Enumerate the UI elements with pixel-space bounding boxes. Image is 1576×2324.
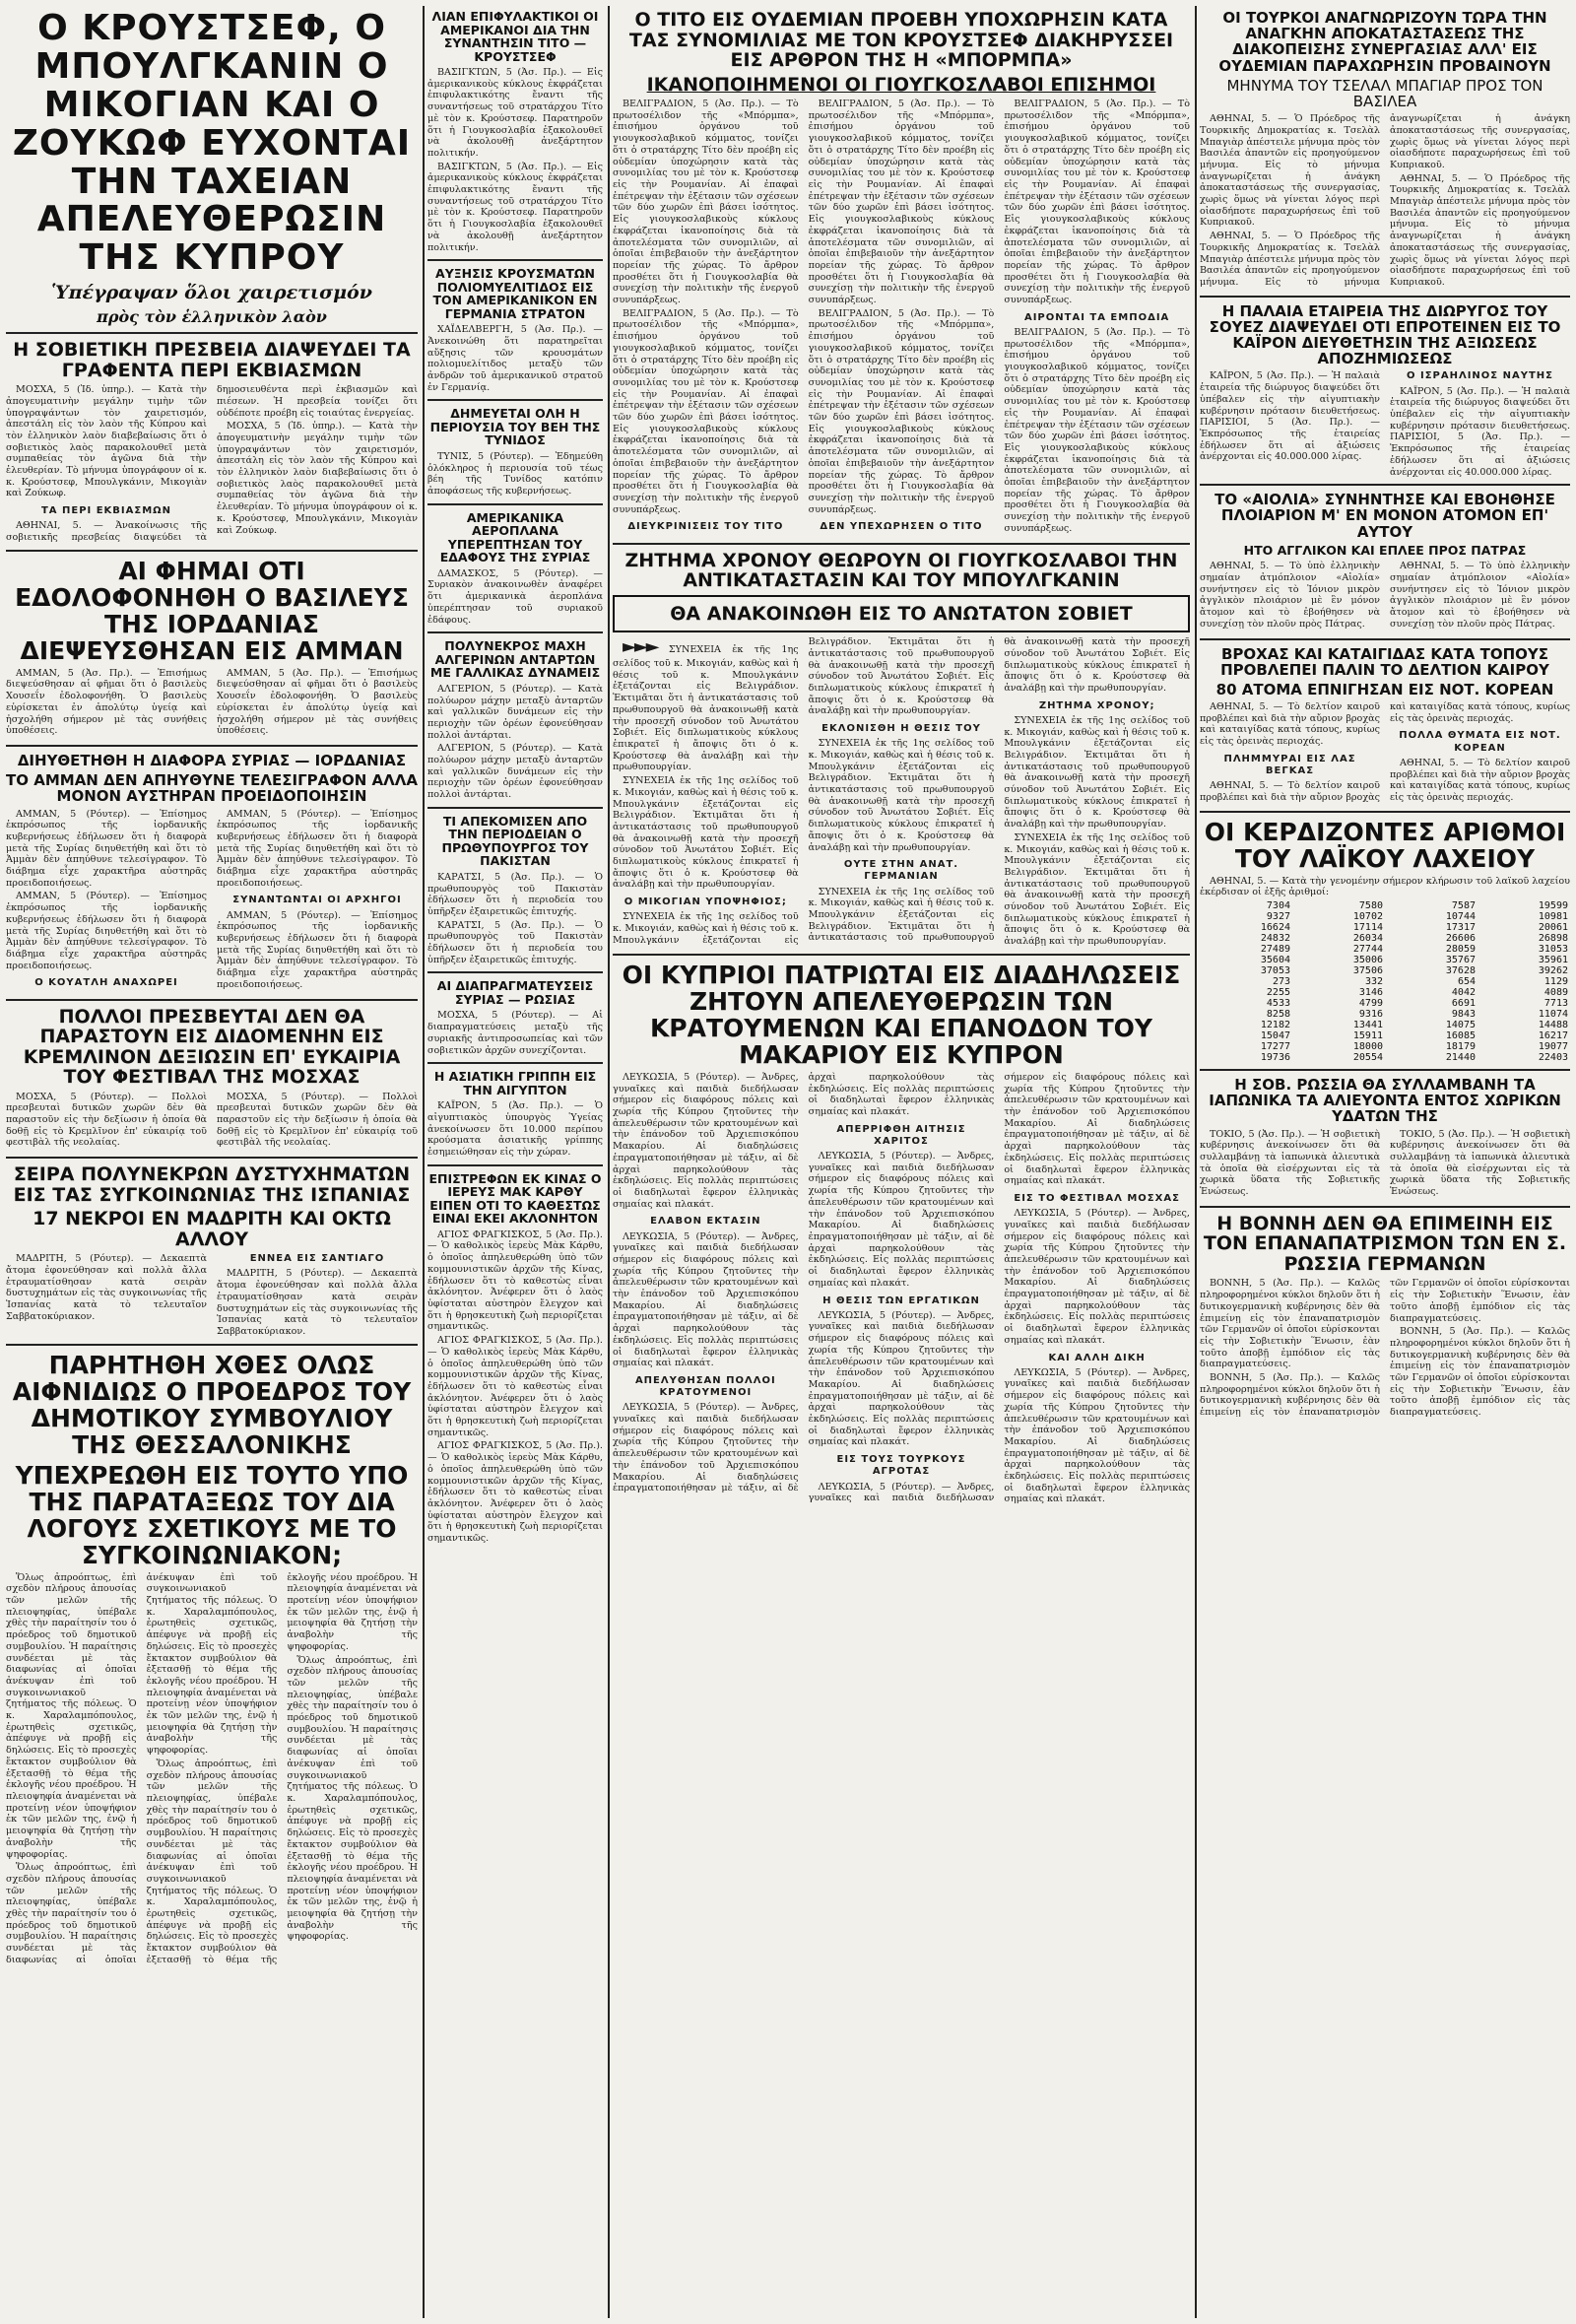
headline: ΠΟΛΥΝΕΚΡΟΣ ΜΑΧΗ ΑΛΓΕΡΙΝΩΝ ΑΝΤΑΡΤΩΝ ΜΕ ΓΑΛΛΙΚΑΣ ΔΥΝΑΜΕΙΣ: [429, 638, 601, 681]
article-syria-jordan: [6, 753, 418, 993]
article-body: ΑΜΜΑΝ, 5 (Ρόυτερ). — Ἐπίσημος ἐκπρόσωπος τῆς ἰορδανικῆς κυβερνήσεως ἐδήλωσεν ὅτι ἡ διαφορὰ μετὰ τῆς Συρίας διηυθετήθη καὶ ὅτι τὸ Ἀμμὰν δὲν ἀπηύθυνε τελεσίγραφον. Τὸ διάβημα εἶχε χαρακτῆρα αὐστηρᾶς προειδοποιήσεως. ΑΜΜΑΝ, 5 (Ρόυτερ). — Ἐπίσημος ἐκπρόσωπος τῆς ἰορδανικῆς κυβερνήσεως ἐδήλωσεν ὅτι ἡ διαφορὰ μετὰ τῆς Συρίας διηυθετήθη καὶ ὅτι τὸ Ἀμμὰν δὲν ἀπηύθυνε τελεσίγραφον. Τὸ διάβημα εἶχε χαρακτῆρα αὐστηρᾶς προειδοποιήσεως. Ο ΚΟΥΑΤΛΗ ΑΝΑΧΩΡΕΙ ΑΜΜΑΝ, 5 (Ρόυτερ). — Ἐπίσημος ἐκπρόσωπος τῆς ἰορδανικῆς κυβερνήσεως ἐδήλωσεν ὅτι ἡ διαφορὰ μετὰ τῆς Συρίας διηυθετήθη καὶ ὅτι τὸ Ἀμμὰν δὲν ἀπηύθυνε τελεσίγραφον. Τὸ διάβημα εἶχε χαρακτῆρα αὐστηρᾶς προειδοποιήσεως. ΣΥΝΑΝΤΩΝΤΑΙ ΟΙ ΑΡΧΗΓΟΙ ΑΜΜΑΝ, 5 (Ρόυτερ). — Ἐπίσημος ἐκπρόσωπος τῆς ἰορδανικῆς κυβερνήσεως ἐδήλωσεν ὅτι ἡ διαφορὰ μετὰ τῆς Συρίας διηυθετήθη καὶ ὅτι τὸ Ἀμμὰν δὲν ἀπηύθυνε τελεσίγραφον. Τὸ διάβημα εἶχε χαρακτῆρα αὐστηρᾶς προειδοποιήσεως.: [6, 808, 418, 990]
headline: ΟΙ ΤΟΥΡΚΟΙ ΑΝΑΓΝΩΡΙΖΟΥΝ ΤΩΡΑ ΤΗΝ ΑΝΑΓΚΗΝ ΑΠΟΚΑΤΑΣΤΑΣΕΩΣ ΤΗΣ ΔΙΑΚΟΠΕΙΣΗΣ ΣΥΝΕΡΓΑΣΙΑΣ ΑΛΛ' ΕΙΣ ΟΥΔΕΜΙΑΝ ΠΑΡΑΧΩΡΗΣΙΝ ΠΡΟΒΑΙΝΟΥΝ: [1218, 9, 1551, 75]
lottery-row: [1200, 933, 1570, 944]
article-body: ΑΘΗΝΑΙ, 5. — Κατὰ τὴν γενομένην σήμερον κλήρωσιν τοῦ λαϊκοῦ λαχείου ἐκέρδισαν οἱ ἑξῆς ἀριθμοί:: [1200, 875, 1570, 898]
subheadline: ΤΟ ΑΜΜΑΝ ΔΕΝ ΑΠΗΥΘΥΝΕ ΤΕΛΕΣΙΓΡΑΦΟΝ ΑΛΛΑ ΜΟΝΟΝ ΑΥΣΤΗΡΑΝ ΠΡΟΕΙΔΟΠΟΙΗΣΙΝ: [6, 771, 418, 806]
lottery-number: 14075: [1445, 1020, 1476, 1031]
section-heading: ΕΙΣ ΤΟ ΦΕΣΤΙΒΑΛ ΜΟΣΧΑΣ: [1014, 1192, 1180, 1204]
article-spain-accidents: [6, 1164, 418, 1337]
subheadline: πρὸς τὸν ἑλληνικὸν λαὸν: [97, 307, 327, 327]
subheadline: Ὑπέγραψαν ὅλοι χαιρετισμόν: [51, 282, 372, 304]
headline: ΠΑΡΗΤΗΘΗ ΧΘΕΣ ΟΛΩΣ ΑΙΦΝΙΔΙΩΣ Ο ΠΡΟΕΔΡΟΣ ΤΟΥ ΔΗΜΟΤΙΚΟΥ ΣΥΜΒΟΥΛΙΟΥ ΤΗΣ ΘΕΣΣΑΛΟΝΙΚΗΣ: [12, 1350, 412, 1459]
lottery-row: [1200, 965, 1570, 976]
lottery-number: 10702: [1352, 911, 1383, 923]
lottery-row: [1200, 911, 1570, 922]
lottery-number: 17114: [1352, 922, 1383, 934]
article-body: Ὅλως ἀπροόπτως, ἐπὶ σχεδὸν πλήρους ἀπουσίας τῶν μελῶν τῆς πλειοψηφίας, ὑπέβαλε χθὲς τὴν παραίτησίν του ὁ πρόεδρος τοῦ δημοτικοῦ συμβουλίου. Ἡ παραίτησις συνδέεται μὲ τὰς διαφωνίας αἱ ὁποῖαι ἀνέκυψαν ἐπὶ τοῦ συγκοινωνιακοῦ ζητήματος τῆς πόλεως. Ὁ κ. Χαραλαμπόπουλος, ἐρωτηθεὶς σχετικῶς, ἀπέφυγε νὰ προβῇ εἰς δηλώσεις. Εἰς τὸ προσεχὲς ἔκτακτον συμβούλιον θὰ ἐξετασθῇ τὸ θέμα τῆς ἐκλογῆς νέου προέδρου. Ἡ πλειοψηφία ἀναμένεται νὰ προτείνῃ νέον ὑποψήφιον ἐκ τῶν μελῶν της, ἐνῷ ἡ μειοψηφία θὰ ζητήσῃ τὴν ἀναβολὴν τῆς ψηφοφορίας. Ὅλως ἀπροόπτως, ἐπὶ σχεδὸν πλήρους ἀπουσίας τῶν μελῶν τῆς πλειοψηφίας, ὑπέβαλε χθὲς τὴν παραίτησίν του ὁ πρόεδρος τοῦ δημοτικοῦ συμβουλίου. Ἡ παραίτησις συνδέεται μὲ τὰς διαφωνίας αἱ ὁποῖαι ἀνέκυψαν ἐπὶ τοῦ συγκοινωνιακοῦ ζητήματος τῆς πόλεως. Ὁ κ. Χαραλαμπόπουλος, ἐρωτηθεὶς σχετικῶς, ἀπέφυγε νὰ προβῇ εἰς δηλώσεις. Εἰς τὸ προσεχὲς ἔκτακτον συμβούλιον θὰ ἐξετασθῇ τὸ θέμα τῆς ἐκλογῆς νέου προέδρου. Ἡ πλειοψηφία ἀναμένεται νὰ προτείνῃ νέον ὑποψήφιον ἐκ τῶν μελῶν της, ἐνῷ ἡ μειοψηφία θὰ ζητήσῃ τὴν ἀναβολὴν τῆς ψηφοφορίας. Ὅλως ἀπροόπτως, ἐπὶ σχεδὸν πλήρους ἀπουσίας τῶν μελῶν τῆς πλειοψηφίας, ὑπέβαλε χθὲς τὴν παραίτησίν του ὁ πρόεδρος τοῦ δημοτικοῦ συμβουλίου. Ἡ παραίτησις συνδέεται μὲ τὰς διαφωνίας αἱ ὁποῖαι ἀνέκυψαν ἐπὶ τοῦ συγκοινωνιακοῦ ζητήματος τῆς πόλεως. Ὁ κ. Χαραλαμπόπουλος, ἐρωτηθεὶς σχετικῶς, ἀπέφυγε νὰ προβῇ εἰς δηλώσεις. Εἰς τὸ προσεχὲς ἔκτακτον συμβούλιον θὰ ἐξετασθῇ τὸ θέμα τῆς ἐκλογῆς νέου προέδρου. Ἡ πλειοψηφία ἀναμένεται νὰ προτείνῃ νέον ὑποψήφιον ἐκ τῶν μελῶν της, ἐνῷ ἡ μειοψηφία θὰ ζητήσῃ τὴν ἀναβολὴν τῆς ψηφοφορίας. Ὅλως ἀπροόπτως, ἐπὶ σχεδὸν πλήρους ἀπουσίας τῶν μελῶν τῆς πλειοψηφίας, ὑπέβαλε χθὲς τὴν παραίτησίν του ὁ πρόεδρος τοῦ δημοτικοῦ συμβουλίου. Ἡ παραίτησις συνδέεται μὲ τὰς διαφωνίας αἱ ὁποῖαι ἀνέκυψαν ἐπὶ τοῦ συγκοινωνιακοῦ ζητήματος τῆς πόλεως. Ὁ κ. Χαραλαμπόπουλος, ἐρωτηθεὶς σχετικῶς, ἀπέφυγε νὰ προβῇ εἰς δηλώσεις. Εἰς τὸ προσεχὲς ἔκτακτον συμβούλιον θὰ ἐξετασθῇ τὸ θέμα τῆς ἐκλογῆς νέου προέδρου. Ἡ πλειοψηφία ἀναμένεται νὰ προτείνῃ νέον ὑποψήφιον ἐκ τῶν μελῶν της, ἐνῷ ἡ μειοψηφία θὰ ζητήσῃ τὴν ἀναβολὴν τῆς ψηφοφορίας.: [6, 1571, 418, 1965]
lottery-number: 19077: [1538, 1041, 1568, 1053]
article-body: ►►► ΣΥΝΕΧΕΙΑ ἐκ τῆς 1ης σελίδος τοῦ κ. Μικογιάν, καθὼς καὶ ἡ θέσις τοῦ κ. Μπουλγκάνιν ἐξετάζονται εἰς Βελιγράδιον. Ἐκτιμᾶται ὅτι ἡ ἀντικατάστασις τοῦ πρωθυπουργοῦ θὰ ἀνακοινωθῇ κατὰ τὴν προσεχῆ σύνοδον τοῦ Ἀνωτάτου Σοβιέτ. Εἰς διπλωματικοὺς κύκλους ἐπικρατεῖ ἡ ἄποψις ὅτι ὁ κ. Κρούστσεφ θὰ ἀναλάβῃ καὶ τὴν πρωθυπουργίαν. ΣΥΝΕΧΕΙΑ ἐκ τῆς 1ης σελίδος τοῦ κ. Μικογιάν, καθὼς καὶ ἡ θέσις τοῦ κ. Μπουλγκάνιν ἐξετάζονται εἰς Βελιγράδιον. Ἐκτιμᾶται ὅτι ἡ ἀντικατάστασις τοῦ πρωθυπουργοῦ θὰ ἀνακοινωθῇ κατὰ τὴν προσεχῆ σύνοδον τοῦ Ἀνωτάτου Σοβιέτ. Εἰς διπλωματικοὺς κύκλους ἐπικρατεῖ ἡ ἄποψις ὅτι ὁ κ. Κρούστσεφ θὰ ἀναλάβῃ καὶ τὴν πρωθυπουργίαν. Ο ΜΙΚΟΓΙΑΝ ΥΠΟΨΗΦΙΟΣ; ΣΥΝΕΧΕΙΑ ἐκ τῆς 1ης σελίδος τοῦ κ. Μικογιάν, καθὼς καὶ ἡ θέσις τοῦ κ. Μπουλγκάνιν ἐξετάζονται εἰς Βελιγράδιον. Ἐκτιμᾶται ὅτι ἡ ἀντικατάστασις τοῦ πρωθυπουργοῦ θὰ ἀνακοινωθῇ κατὰ τὴν προσεχῆ σύνοδον τοῦ Ἀνωτάτου Σοβιέτ. Εἰς διπλωματικοὺς κύκλους ἐπικρατεῖ ἡ ἄποψις ὅτι ὁ κ. Κρούστσεφ θὰ ἀναλάβῃ καὶ τὴν πρωθυπουργίαν. ΕΚΛΟΝΙΣΘΗ Η ΘΕΣΙΣ ΤΟΥ ΣΥΝΕΧΕΙΑ ἐκ τῆς 1ης σελίδος τοῦ κ. Μικογιάν, καθὼς καὶ ἡ θέσις τοῦ κ. Μπουλγκάνιν ἐξετάζονται εἰς Βελιγράδιον. Ἐκτιμᾶται ὅτι ἡ ἀντικατάστασις τοῦ πρωθυπουργοῦ θὰ ἀνακοινωθῇ κατὰ τὴν προσεχῆ σύνοδον τοῦ Ἀνωτάτου Σοβιέτ. Εἰς διπλωματικοὺς κύκλους ἐπικρατεῖ ἡ ἄποψις ὅτι ὁ κ. Κρούστσεφ θὰ ἀναλάβῃ καὶ τὴν πρωθυπουργίαν. ΟΥΤΕ ΣΤΗΝ ΑΝΑΤ. ΓΕΡΜΑΝΙΑΝ ΣΥΝΕΧΕΙΑ ἐκ τῆς 1ης σελίδος τοῦ κ. Μικογιάν, καθὼς καὶ ἡ θέσις τοῦ κ. Μπουλγκάνιν ἐξετάζονται εἰς Βελιγράδιον. Ἐκτιμᾶται ὅτι ἡ ἀντικατάστασις τοῦ πρωθυπουργοῦ θὰ ἀνακοινωθῇ κατὰ τὴν προσεχῆ σύνοδον τοῦ Ἀνωτάτου Σοβιέτ. Εἰς διπλωματικοὺς κύκλους ἐπικρατεῖ ἡ ἄποψις ὅτι ὁ κ. Κρούστσεφ θὰ ἀναλάβῃ καὶ τὴν πρωθυπουργίαν. ΖΗΤΗΜΑ ΧΡΟΝΟΥ; ΣΥΝΕΧΕΙΑ ἐκ τῆς 1ης σελίδος τοῦ κ. Μικογιάν, καθὼς καὶ ἡ θέσις τοῦ κ. Μπουλγκάνιν ἐξετάζονται εἰς Βελιγράδιον. Ἐκτιμᾶται ὅτι ἡ ἀντικατάστασις τοῦ πρωθυπουργοῦ θὰ ἀνακοινωθῇ κατὰ τὴν προσεχῆ σύνοδον τοῦ Ἀνωτάτου Σοβιέτ. Εἰς διπλωματικοὺς κύκλους ἐπικρατεῖ ἡ ἄποψις ὅτι ὁ κ. Κρούστσεφ θὰ ἀναλάβῃ καὶ τὴν πρωθυπουργίαν. ΣΥΝΕΧΕΙΑ ἐκ τῆς 1ης σελίδος τοῦ κ. Μικογιάν, καθὼς καὶ ἡ θέσις τοῦ κ. Μπουλγκάνιν ἐξετάζονται εἰς Βελιγράδιον. Ἐκτιμᾶται ὅτι ἡ ἀντικατάστασις τοῦ πρωθυπουργοῦ θὰ ἀνακοινωθῇ κατὰ τὴν προσεχῆ σύνοδον τοῦ Ἀνωτάτου Σοβιέτ. Εἰς διπλωματικοὺς κύκλους ἐπικρατεῖ ἡ ἄποψις ὅτι ὁ κ. Κρούστσεφ θὰ ἀναλάβῃ καὶ τὴν πρωθυπουργίαν.: [613, 636, 1190, 948]
section-heading: ΔΕΝ ΥΠΕΧΩΡΗΣΕΝ Ο ΤΙΤΟ: [820, 521, 983, 533]
article-body: ΑΓΙΟΣ ΦΡΑΓΚΙΣΚΟΣ, 5 (Ἀσ. Πρ.). — Ὁ καθολικὸς ἱερεὺς Μὰκ Κάρθυ, ὁ ὁποῖος ἀπηλευθερώθη ὑπὸ τῶν κομμουνιστικῶν ἀρχῶν τῆς Κίνας, ἐδήλωσεν ὅτι τὸ καθεστὼς εἶναι ἀκλόνητον. Ἀνέφερεν ὅτι ὁ λαὸς ὑφίσταται αὐστηρὸν ἔλεγχον καὶ ὅτι ἡ θρησκευτικὴ ζωὴ περιορίζεται σημαντικῶς. ΑΓΙΟΣ ΦΡΑΓΚΙΣΚΟΣ, 5 (Ἀσ. Πρ.). — Ὁ καθολικὸς ἱερεὺς Μὰκ Κάρθυ, ὁ ὁποῖος ἀπηλευθερώθη ὑπὸ τῶν κομμουνιστικῶν ἀρχῶν τῆς Κίνας, ἐδήλωσεν ὅτι τὸ καθεστὼς εἶναι ἀκλόνητον. Ἀνέφερεν ὅτι ὁ λαὸς ὑφίσταται αὐστηρὸν ἔλεγχον καὶ ὅτι ἡ θρησκευτικὴ ζωὴ περιορίζεται σημαντικῶς. ΑΓΙΟΣ ΦΡΑΓΚΙΣΚΟΣ, 5 (Ἀσ. Πρ.). — Ὁ καθολικὸς ἱερεὺς Μὰκ Κάρθυ, ὁ ὁποῖος ἀπηλευθερώθη ὑπὸ τῶν κομμουνιστικῶν ἀρχῶν τῆς Κίνας, ἐδήλωσεν ὅτι τὸ καθεστὼς εἶναι ἀκλόνητον. Ἀνέφερεν ὅτι ὁ λαὸς ὑφίσταται αὐστηρὸν ἔλεγχον καὶ ὅτι ἡ θρησκευτικὴ ζωὴ περιορίζεται σημαντικῶς.: [427, 1228, 603, 1545]
article-body: ΑΘΗΝΑΙ, 5. — Τὸ ὑπὸ ἑλληνικὴν σημαίαν ἀτμόπλοιον «Αἰολία» συνήντησεν εἰς τὸ Ἰόνιον μικρὸν ἀγγλικὸν πλοιάριον μὲ ἓν μόνον ἄτομον καὶ τὸ ἐβοήθησεν νὰ συνεχίσῃ τὸν πλοῦν πρὸς Πάτρας. ΑΘΗΝΑΙ, 5. — Τὸ ὑπὸ ἑλληνικὴν σημαίαν ἀτμόπλοιον «Αἰολία» συνήντησεν εἰς τὸ Ἰόνιον μικρὸν ἀγγλικὸν πλοιάριον μὲ ἓν μόνον ἄτομον καὶ τὸ ἐβοήθησεν νὰ συνεχίσῃ τὸν πλοῦν πρὸς Πάτρας.: [1200, 561, 1570, 630]
lottery-number: 20061: [1538, 922, 1568, 934]
lottery-number: 18000: [1352, 1041, 1383, 1053]
lottery-number: 654: [1457, 976, 1476, 988]
lottery-row: [1200, 1020, 1570, 1030]
lottery-number: 4042: [1451, 987, 1476, 999]
headline: ΑΙ ΔΙΑΠΡΑΓΜΑΤΕΥΣΕΙΣ ΣΥΡΙΑΣ — ΡΩΣΙΑΣ: [436, 978, 594, 1007]
section-heading: ΔΙΕΥΚΡΙΝΙΣΕΙΣ ΤΟΥ ΤΙΤΟ: [627, 521, 784, 533]
lottery-number: 26606: [1445, 933, 1476, 945]
lottery-number: 16085: [1445, 1030, 1476, 1042]
lottery-number: 2255: [1266, 987, 1290, 999]
lottery-number: 24832: [1260, 933, 1290, 945]
lottery-number: 35006: [1352, 955, 1383, 966]
section-heading: Η ΘΕΣΙΣ ΤΩΝ ΕΡΓΑΤΙΚΩΝ: [822, 1295, 980, 1306]
lottery-number: 273: [1272, 976, 1290, 988]
lottery-number: 6691: [1451, 998, 1476, 1010]
lottery-number: 27744: [1352, 944, 1383, 956]
headline: ΒΡΟΧΑΣ ΚΑΙ ΚΑΤΑΙΓΙΔΑΣ ΚΑΤΑ ΤΟΠΟΥΣ ΠΡΟΒΛΕΠΕΙ ΠΑΛΙΝ ΤΟ ΔΕΛΤΙΟΝ ΚΑΙΡΟΥ: [1220, 644, 1549, 679]
lottery-number: 31053: [1538, 944, 1568, 956]
column-second: [427, 6, 603, 2318]
article-body: ΑΛΓΕΡΙΟΝ, 5 (Ρόυτερ). — Κατὰ πολύωρον μάχην μεταξὺ ἀνταρτῶν καὶ γαλλικῶν δυνάμεων εἰς τὴν περιοχὴν τῶν ὀρέων ἐφονεύθησαν πολλοὶ ἀντάρται. ΑΛΓΕΡΙΟΝ, 5 (Ρόυτερ). — Κατὰ πολύωρον μάχην μεταξὺ ἀνταρτῶν καὶ γαλλικῶν δυνάμεων εἰς τὴν περιοχὴν τῶν ὀρέων ἐφονεύθησαν πολλοὶ ἀντάρται.: [427, 683, 603, 801]
article-weather: [1200, 646, 1570, 805]
article-body: ΜΟΣΧΑ, 5 (Ἰδ. ὑπηρ.). — Κατὰ τὴν ἀπογευματινὴν μεγάλην τιμὴν τῶν ὑπογραψάντων τὸν χαιρετισμόν, ἀπεστάλη εἰς τὸν λαὸν τῆς Κύπρου καὶ τὸν ἑλληνικὸν λαὸν διαβεβαίωσις ὅτι ὁ σοβιετικὸς λαὸς παρακολουθεῖ μετὰ συμπαθείας τὸν ἀγῶνα διὰ τὴν ἐλευθερίαν. Τὸ μήνυμα ὑπογράφουν οἱ κ. κ. Κρούστσεφ, Μπουλγκάνιν, Μικογιὰν καὶ Ζούκωφ. ΤΑ ΠΕΡΙ ΕΚΒΙΑΣΜΩΝ ΑΘΗΝΑΙ, 5. — Ἀνακοίνωσις τῆς σοβιετικῆς πρεσβείας διαψεύδει τὰ δημοσιευθέντα περὶ ἐκβιασμῶν καὶ πιέσεων. Ἡ πρεσβεία τονίζει ὅτι οὐδέποτε προέβη εἰς τοιαύτας ἐνεργείας. ΜΟΣΧΑ, 5 (Ἰδ. ὑπηρ.). — Κατὰ τὴν ἀπογευματινὴν μεγάλην τιμὴν τῶν ὑπογραψάντων τὸν χαιρετισμόν, ἀπεστάλη εἰς τὸν λαὸν τῆς Κύπρου καὶ τὸν ἑλληνικὸν λαὸν διαβεβαίωσις ὅτι ὁ σοβιετικὸς λαὸς παρακολουθεῖ μετὰ συμπαθείας τὸν ἀγῶνα διὰ τὴν ἐλευθερίαν. Τὸ μήνυμα ὑπογράφουν οἱ κ. κ. Κρούστσεφ, Μπουλγκάνιν, Μικογιὰν καὶ Ζούκωφ.: [6, 384, 418, 544]
lottery-numbers-table: [1200, 900, 1570, 1063]
article-tito-khrushchev: [613, 10, 1190, 537]
headline: ΤΙ ΑΠΕΚΟΜΙΣΕΝ ΑΠΟ ΤΗΝ ΠΕΡΙΟΔΕΙΑΝ Ο ΠΡΩΘΥΠΟΥΡΓΟΣ ΤΟΥ ΠΑΚΙΣΤΑΝ: [441, 813, 589, 869]
article-japanese-fishing: [1200, 1077, 1570, 1200]
lottery-row: [1200, 1030, 1570, 1041]
subheadline: 17 ΝΕΚΡΟΙ ΕΝ ΜΑΔΡΙΤΗ ΚΑΙ ΟΚΤΩ ΑΛΛΟΥ: [33, 1208, 391, 1250]
lottery-row: [1200, 1041, 1570, 1052]
article-body: ΑΘΗΝΑΙ, 5. — Τὸ δελτίον καιροῦ προβλέπει καὶ διὰ τὴν αὔριον βροχὰς καὶ καταιγίδας κατὰ τόπους, κυρίως εἰς τὰς ὀρεινὰς περιοχάς. ΠΛΗΜΜΥΡΑΙ ΕΙΣ ΛΑΣ ΒΕΓΚΑΣ ΑΘΗΝΑΙ, 5. — Τὸ δελτίον καιροῦ προβλέπει καὶ διὰ τὴν αὔριον βροχὰς καὶ καταιγίδας κατὰ τόπους, κυρίως εἰς τὰς ὀρεινὰς περιοχάς. ΠΟΛΛΑ ΘΥΜΑΤΑ ΕΙΣ ΝΟΤ. ΚΟΡΕΑΝ ΑΘΗΝΑΙ, 5. — Τὸ δελτίον καιροῦ προβλέπει καὶ διὰ τὴν αὔριον βροχὰς καὶ καταιγίδας κατὰ τόπους, κυρίως εἰς τὰς ὀρεινὰς περιοχάς.: [1200, 701, 1570, 803]
lottery-number: 4799: [1358, 998, 1383, 1010]
headline: Η ΠΑΛΑΙΑ ΕΤΑΙΡΕΙΑ ΤΗΣ ΔΙΩΡΥΓΟΣ ΤΟΥ ΣΟΥΕΖ ΔΙΑΨΕΥΔΕΙ ΟΤΙ ΕΠΡΟΤΕΙΝΕΝ ΕΙΣ ΤΟ ΚΑΪΡΟΝ ΔΙΕΥΘΕΤΗΣΙΝ ΤΗΣ ΑΞΙΩΣΕΩΣ ΑΠΟΖΗΜΙΩΣΕΩΣ: [1209, 301, 1561, 368]
headline: Η ΒΟΝΝΗ ΔΕΝ ΘΑ ΕΠΙΜΕΙΝΗ ΕΙΣ ΤΟΝ ΕΠΑΝΑΠΑΤΡΙΣΜΟΝ ΤΩΝ ΕΝ Σ. ΡΩΣΣΙΑ ΓΕΡΜΑΝΩΝ: [1203, 1212, 1567, 1275]
section-heading: ΕΙΣ ΤΟΥΣ ΤΟΥΡΚΟΥΣ ΑΓΡΟΤΑΣ: [836, 1454, 966, 1478]
lottery-number: 7304: [1266, 900, 1290, 912]
section-heading: ΖΗΤΗΜΑ ΧΡΟΝΟΥ;: [1038, 699, 1155, 711]
lottery-number: 17277: [1260, 1041, 1290, 1053]
subheadline: ΥΠΕΧΡΕΩΘΗ ΕΙΣ ΤΟΥΤΟ ΥΠΟ ΤΗΣ ΠΑΡΑΤΑΞΕΩΣ ΤΟΥ ΔΙΑ ΛΟΓΟΥΣ ΣΧΕΤΙΚΟΥΣ ΜΕ ΤΟ ΣΥΓΚΟΙΝΩΝΙΑΚΟΝ;: [15, 1460, 409, 1569]
lottery-number: 19736: [1260, 1052, 1290, 1064]
subheadline: ΙΚΑΝΟΠΟΙΗΜΕΝΟΙ ΟΙ ΓΙΟΥΓΚΟΣΛΑΒΟΙ ΕΠΙΣΗΜΟΙ: [646, 73, 1156, 96]
article-body: ΜΟΣΧΑ, 5 (Ρόυτερ). — Αἱ διαπραγματεύσεις μεταξὺ τῆς συριακῆς ἀντιπροσωπείας καὶ τῶν σοβιετικῶν ἀρχῶν συνεχίζονται.: [427, 1010, 603, 1056]
lottery-number: 10744: [1445, 911, 1476, 923]
article-syria-russia: [427, 979, 603, 1056]
section-heading: ΟΥΤΕ ΣΤΗΝ ΑΝΑΤ. ΓΕΡΜΑΝΙΑΝ: [843, 859, 959, 883]
lottery-number: 26898: [1538, 933, 1568, 945]
article-syria-planes: [427, 511, 603, 627]
lottery-number: 26034: [1352, 933, 1383, 945]
lottery-row: [1200, 1009, 1570, 1020]
article-body: ΒΑΣΙΓΚΤΩΝ, 5 (Ἀσ. Πρ.). — Εἰς ἀμερικανικοὺς κύκλους ἐκφράζεται ἐπιφυλακτικότης ἔναντι τῆς συναντήσεως τοῦ στρατάρχου Τίτο μὲ τὸν κ. Κρούστσεφ. Παρατηροῦν ὅτι ἡ Γιουγκοσλαβία ἐξακολουθεῖ νὰ ἀκολουθῇ ἀνεξάρτητον πολιτικήν. ΒΑΣΙΓΚΤΩΝ, 5 (Ἀσ. Πρ.). — Εἰς ἀμερικανικοὺς κύκλους ἐκφράζεται ἐπιφυλακτικότης ἔναντι τῆς συναντήσεως τοῦ στρατάρχου Τίτο μὲ τὸν κ. Κρούστσεφ. Παρατηροῦν ὅτι ἡ Γιουγκοσλαβία ἐξακολουθεῖ νὰ ἀκολουθῇ ἀνεξάρτητον πολιτικήν.: [427, 67, 603, 253]
article-body: ΔΑΜΑΣΚΟΣ, 5 (Ρόυτερ). — Συριακὸν ἀνακοινωθὲν ἀναφέρει ὅτι ἀμερικανικὰ ἀεροπλάνα ὑπερέπτησαν τοῦ συριακοῦ ἐδάφους.: [427, 567, 603, 626]
section-heading: ΤΑ ΠΕΡΙ ΕΚΒΙΑΣΜΩΝ: [40, 505, 172, 517]
lottery-number: 13441: [1352, 1020, 1383, 1031]
article-thessaloniki-resignation: [6, 1352, 418, 1966]
lottery-number: 37053: [1260, 965, 1290, 977]
article-turks-cooperation: [1200, 10, 1570, 290]
lottery-number: 9327: [1266, 911, 1290, 923]
lottery-row: [1200, 998, 1570, 1009]
section-heading: ΕΚΛΟΝΙΣΘΗ Η ΘΕΣΙΣ ΤΟΥ: [821, 723, 981, 735]
lottery-number: 9843: [1451, 1009, 1476, 1021]
article-body: ΜΑΔΡΙΤΗ, 5 (Ρόυτερ). — Δεκαεπτὰ ἄτομα ἐφονεύθησαν καὶ πολλὰ ἄλλα ἐτραυματίσθησαν κατὰ σειρὰν δυστυχημάτων εἰς τὰς συγκοινωνίας τῆς Ἰσπανίας κατὰ τὸ τελευταῖον Σαββατοκύριακον. ΕΝΝΕΑ ΕΙΣ ΣΑΝΤΙΑΓΟ ΜΑΔΡΙΤΗ, 5 (Ρόυτερ). — Δεκαεπτὰ ἄτομα ἐφονεύθησαν καὶ πολλὰ ἄλλα ἐτραυματίσθησαν κατὰ σειρὰν δυστυχημάτων εἰς τὰς συγκοινωνίας τῆς Ἰσπανίας κατὰ τὸ τελευταῖον Σαββατοκύριακον.: [6, 1253, 418, 1337]
article-jordan-king: [6, 558, 418, 739]
article-body: ΒΟΝΝΗ, 5 (Ἀσ. Πρ.). — Καλῶς πληροφορημένοι κύκλοι δηλοῦν ὅτι ἡ δυτικογερμανικὴ κυβέρνησις δὲν θὰ ἐπιμείνῃ εἰς τὸν ἐπαναπατρισμὸν τῶν Γερμανῶν οἱ ὁποῖοι εὑρίσκονται εἰς τὴν Σοβιετικὴν Ἕνωσιν, ἐὰν τοῦτο ἀποβῇ ἐμπόδιον εἰς τὰς διαπραγματεύσεις. ΒΟΝΝΗ, 5 (Ἀσ. Πρ.). — Καλῶς πληροφορημένοι κύκλοι δηλοῦν ὅτι ἡ δυτικογερμανικὴ κυβέρνησις δὲν θὰ ἐπιμείνῃ εἰς τὸν ἐπαναπατρισμὸν τῶν Γερμανῶν οἱ ὁποῖοι εὑρίσκονται εἰς τὴν Σοβιετικὴν Ἕνωσιν, ἐὰν τοῦτο ἀποβῇ ἐμπόδιον εἰς τὰς διαπραγματεύσεις. ΒΟΝΝΗ, 5 (Ἀσ. Πρ.). — Καλῶς πληροφορημένοι κύκλοι δηλοῦν ὅτι ἡ δυτικογερμανικὴ κυβέρνησις δὲν θὰ ἐπιμείνῃ εἰς τὸν ἐπαναπατρισμὸν τῶν Γερμανῶν οἱ ὁποῖοι εὑρίσκονται εἰς τὴν Σοβιετικὴν Ἕνωσιν, ἐὰν τοῦτο ἀποβῇ ἐμπόδιον εἰς τὰς διαπραγματεύσεις.: [1200, 1278, 1570, 1419]
headline: ΕΠΙΣΤΡΕΦΩΝ ΕΚ ΚΙΝΑΣ Ο ΙΕΡΕΥΣ ΜΑΚ ΚΑΡΘΥ ΕΙΠΕΝ ΟΤΙ ΤΟ ΚΑΘΕΣΤΩΣ ΕΙΝΑΙ ΕΚΕΙ ΑΚΛΟΝΗΤΟΝ: [428, 1170, 602, 1227]
section-heading: Ο ΚΟΥΑΤΛΗ ΑΝΑΧΩΡΕΙ: [34, 977, 178, 989]
subheadline: 80 ΑΤΟΜΑ ΕΠΝΙΓΗΣΑΝ ΕΙΣ ΝΟΤ. ΚΟΡΕΑΝ: [1215, 680, 1554, 698]
article-algeria-battle: [427, 639, 603, 801]
section-heading: ΕΛΑΒΟΝ ΕΚΤΑΣΙΝ: [650, 1216, 761, 1228]
arrow-icon: ►►►: [623, 636, 658, 658]
headline: ΟΙ ΚΕΡΔΙΖΟΝΤΕΣ ΑΡΙΘΜΟΙ ΤΟΥ ΛΑΪΚΟΥ ΛΑΧΕΙΟΥ: [1204, 817, 1566, 873]
headline: ΤΟ «ΑΙΟΛΙΑ» ΣΥΝΗΝΤΗΣΕ ΚΑΙ ΕΒΟΗΘΗΣΕ ΠΛΟΙΑΡΙΟΝ Μ' ΕΝ ΜΟΝΟΝ ΑΤΟΜΟΝ ΕΠ' ΑΥΤΟΥ: [1215, 491, 1555, 541]
lottery-row: [1200, 955, 1570, 965]
headline: ΠΟΛΛΟΙ ΠΡΕΣΒΕΥΤΑΙ ΔΕΝ ΘΑ ΠΑΡΑΣΤΟΥΝ ΕΙΣ ΔΙΔΟΜΕΝΗΝ ΕΙΣ ΚΡΕΜΛΙΝΟΝ ΔΕΞΙΩΣΙΝ ΕΠ' ΕΥΚΑΙΡΙΑ ΤΟΥ ΦΕΣΤΙΒΑΛ ΤΗΣ ΜΟΣΧΑΣ: [23, 1005, 401, 1089]
subheadline: ΜΗΝΥΜΑ ΤΟΥ ΤΣΕΛΑΛ ΜΠΑΓΙΑΡ ΠΡΟΣ ΤΟΝ ΒΑΣΙΛΕΑ: [1226, 76, 1543, 110]
lottery-number: 8258: [1266, 1009, 1290, 1021]
subheadline: ΘΑ ΑΝΑΚΟΙΝΩΘΗ ΕΙΣ ΤΟ ΑΝΩΤΑΤΟΝ ΣΟΒΙΕΤ: [670, 602, 1133, 625]
article-body: ΚΑΡΑΤΣΙ, 5 (Ἀσ. Πρ.). — Ὁ πρωθυπουργὸς τοῦ Πακιστὰν ἐδήλωσεν ὅτι ἡ περιοδεία του ὑπῆρξεν ἐξαιρετικῶς ἐπιτυχής. ΚΑΡΑΤΣΙ, 5 (Ἀσ. Πρ.). — Ὁ πρωθυπουργὸς τοῦ Πακιστὰν ἐδήλωσεν ὅτι ἡ περιοδεία του ὑπῆρξεν ἐξαιρετικῶς ἐπιτυχής.: [427, 871, 603, 965]
article-aiolia: [1200, 492, 1570, 631]
section-heading: ΠΛΗΜΜΥΡΑΙ ΕΙΣ ΛΑΣ ΒΕΓΚΑΣ: [1223, 753, 1356, 777]
lottery-row: [1200, 922, 1570, 933]
section-heading: ΑΠΕΡΡΙΦΘΗ ΑΙΤΗΣΙΣ ΧΑΡΙΤΟΣ: [836, 1123, 966, 1147]
column-rule: [608, 6, 610, 2318]
lottery-number: 16217: [1538, 1030, 1568, 1042]
lottery-number: 15047: [1260, 1030, 1290, 1042]
lottery-number: 14488: [1538, 1020, 1568, 1031]
section-heading: ΕΝΝΕΑ ΕΙΣ ΣΑΝΤΙΑΓΟ: [249, 1253, 385, 1265]
section-heading: Ο ΜΙΚΟΓΙΑΝ ΥΠΟΨΗΦΙΟΣ;: [624, 896, 787, 908]
article-bonn-germans: [1200, 1214, 1570, 1420]
headline: ΑΥΞΗΣΙΣ ΚΡΟΥΣΜΑΤΩΝ ΠΟΛΙΟΜΥΕΛΙΤΙΔΟΣ ΕΙΣ ΤΟΝ ΑΜΕΡΙΚΑΝΙΚΟΝ ΕΝ ΓΕΡΜΑΝΙΑ ΣΤΡΑΤΟΝ: [432, 266, 598, 321]
lottery-number: 37506: [1352, 965, 1383, 977]
column-rule: [1195, 6, 1197, 2318]
headline: ΛΙΑΝ ΕΠΙΦΥΛΑΚΤΙΚΟΙ ΟΙ ΑΜΕΡΙΚΑΝΟΙ ΔΙΑ ΤΗΝ ΣΥΝΑΝΤΗΣΙΝ ΤΙΤΟ — ΚΡΟΥΣΤΣΕΦ: [431, 9, 599, 64]
article-body: ΚΑΪΡΟΝ, 5 (Ἀσ. Πρ.). — Ἡ παλαιὰ ἑταιρεία τῆς διώρυγος διαψεύδει ὅτι ὑπέβαλεν εἰς τὴν αἰγυπτιακὴν κυβέρνησιν πρότασιν διευθετήσεως. ΠΑΡΙΣΙΟΙ, 5 (Ἀσ. Πρ.). — Ἐκπρόσωπος τῆς ἑταιρείας ἐδήλωσεν ὅτι αἱ ἀξιώσεις ἀνέρχονται εἰς 40.000.000 λίρας. Ο ΙΣΡΑΗΛΙΝΟΣ ΝΑΥΤΗΣ ΚΑΪΡΟΝ, 5 (Ἀσ. Πρ.). — Ἡ παλαιὰ ἑταιρεία τῆς διώρυγος διαψεύδει ὅτι ὑπέβαλεν εἰς τὴν αἰγυπτιακὴν κυβέρνησιν πρότασιν διευθετήσεως. ΠΑΡΙΣΙΟΙ, 5 (Ἀσ. Πρ.). — Ἐκπρόσωπος τῆς ἑταιρείας ἐδήλωσεν ὅτι αἱ ἀξιώσεις ἀνέρχονται εἰς 40.000.000 λίρας.: [1200, 370, 1570, 478]
lottery-number: 22403: [1538, 1052, 1568, 1064]
article-body: ΑΜΜΑΝ, 5 (Ἀσ. Πρ.). — Ἐπισήμως διεψεύσθησαν αἱ φῆμαι ὅτι ὁ βασιλεὺς Χουσεΐν ἐδολοφονήθη. Ὁ βασιλεὺς εὑρίσκεται ἐν ἀπολύτῳ ὑγείᾳ καὶ ἠσχολήθη σήμερον μὲ τὰς συνήθεις ὑποθέσεις. ΑΜΜΑΝ, 5 (Ἀσ. Πρ.). — Ἐπισήμως διεψεύσθησαν αἱ φῆμαι ὅτι ὁ βασιλεὺς Χουσεΐν ἐδολοφονήθη. Ὁ βασιλεὺς εὑρίσκεται ἐν ἀπολύτῳ ὑγείᾳ καὶ ἠσχολήθη σήμερον μὲ τὰς συνήθεις ὑποθέσεις.: [6, 667, 418, 737]
headline: ΑΜΕΡΙΚΑΝΙΚΑ ΑΕΡΟΠΛΑΝΑ ΥΠΕΡΕΠΤΗΣΑΝ ΤΟΥ ΕΔΑΦΟΥΣ ΤΗΣ ΣΥΡΙΑΣ: [439, 509, 591, 565]
lottery-row: [1200, 987, 1570, 998]
column-right: [1200, 6, 1570, 2318]
headline: Ο ΚΡΟΥΣΤΣΕΦ, Ο ΜΠΟΥΛΓΚΑΝΙΝ Ο ΜΙΚΟΓΙΑΝ ΚΑΙ Ο ΖΟΥΚΩΦ ΕΥΧΟΝΤΑΙ ΤΗΝ ΤΑΧΕΙΑΝ ΑΠΕΛΕΥΘΕΡΩΣΙΝ ΤΗΣ ΚΥΠΡΟΥ: [12, 8, 412, 279]
section-heading: ΑΙΡΟΝΤΑΙ ΤΑ ΕΜΠΟΔΙΑ: [1023, 311, 1170, 323]
headline: ΑΙ ΦΗΜΑΙ ΟΤΙ ΕΔΟΛΟΦΟΝΗΘΗ Ο ΒΑΣΙΛΕΥΣ ΤΗΣ ΙΟΡΔΑΝΙΑΣ ΔΙΕΨΕΥΣΘΗΣΑΝ ΕΙΣ ΑΜΜΑΝ: [15, 556, 409, 665]
lottery-number: 37628: [1445, 965, 1476, 977]
lottery-number: 20554: [1352, 1052, 1383, 1064]
article-kremlin-reception: [6, 1007, 418, 1152]
lottery-number: 332: [1364, 976, 1383, 988]
section-heading: ΣΥΝΑΝΤΩΝΤΑΙ ΟΙ ΑΡΧΗΓΟΙ: [232, 895, 402, 906]
article-bulganin-replacement: [613, 551, 1190, 948]
section-heading: ΑΠΕΛΥΘΗΣΑΝ ΠΟΛΛΟΙ ΚΡΑΤΟΥΜΕΝΟΙ: [634, 1374, 776, 1399]
section-heading: ΠΟΛΛΑ ΘΥΜΑΤΑ ΕΙΣ ΝΟΤ. ΚΟΡΕΑΝ: [1399, 730, 1561, 754]
article-cyprus-greeting: [6, 10, 418, 544]
lottery-number: 35961: [1538, 955, 1568, 966]
lottery-number: 7587: [1451, 900, 1476, 912]
subheadline: ΗΤΟ ΑΓΓΛΙΚΟΝ ΚΑΙ ΕΠΛΕΕ ΠΡΟΣ ΠΑΤΡΑΣ: [1243, 542, 1527, 558]
headline: ΣΕΙΡΑ ΠΟΛΥΝΕΚΡΩΝ ΔΥΣΤΥΧΗΜΑΤΩΝ ΕΙΣ ΤΑΣ ΣΥΓΚΟΙΝΩΝΙΑΣ ΤΗΣ ΙΣΠΑΝΙΑΣ: [13, 1163, 411, 1206]
article-body: ΒΕΛΙΓΡΑΔΙΟΝ, 5 (Ἀσ. Πρ.). — Τὸ πρωτοσέλιδον τῆς «Μπόρμπα», ἐπισήμου ὀργάνου τοῦ γιουγκοσλαβικοῦ κόμματος, τονίζει ὅτι ὁ στρατάρχης Τίτο δὲν προέβη εἰς οὐδεμίαν ὑποχώρησιν κατὰ τὰς συνομιλίας του μὲ τὸν κ. Κρούστσεφ εἰς τὴν Ρουμανίαν. Αἱ ἐπαφαὶ ἐπέτρεψαν τὴν ἐξέτασιν τῶν σχέσεων τῶν δύο χωρῶν ἐπὶ βάσει ἰσότητος. Εἰς γιουγκοσλαβικοὺς κύκλους ἐκφράζεται ἱκανοποίησις διὰ τὰ ἀποτελέσματα τῶν συνομιλιῶν, αἱ ὁποῖαι ἐπιβεβαιοῦν τὴν ἀνεξάρτητον πορείαν τῆς χώρας. Τὸ ἄρθρον προσθέτει ὅτι ἡ Γιουγκοσλαβία θὰ συνεχίσῃ τὴν πολιτικὴν τῆς ἐνεργοῦ συνυπάρξεως. ΒΕΛΙΓΡΑΔΙΟΝ, 5 (Ἀσ. Πρ.). — Τὸ πρωτοσέλιδον τῆς «Μπόρμπα», ἐπισήμου ὀργάνου τοῦ γιουγκοσλαβικοῦ κόμματος, τονίζει ὅτι ὁ στρατάρχης Τίτο δὲν προέβη εἰς οὐδεμίαν ὑποχώρησιν κατὰ τὰς συνομιλίας του μὲ τὸν κ. Κρούστσεφ εἰς τὴν Ρουμανίαν. Αἱ ἐπαφαὶ ἐπέτρεψαν τὴν ἐξέτασιν τῶν σχέσεων τῶν δύο χωρῶν ἐπὶ βάσει ἰσότητος. Εἰς γιουγκοσλαβικοὺς κύκλους ἐκφράζεται ἱκανοποίησις διὰ τὰ ἀποτελέσματα τῶν συνομιλιῶν, αἱ ὁποῖαι ἐπιβεβαιοῦν τὴν ἀνεξάρτητον πορείαν τῆς χώρας. Τὸ ἄρθρον προσθέτει ὅτι ἡ Γιουγκοσλαβία θὰ συνεχίσῃ τὴν πολιτικὴν τῆς ἐνεργοῦ συνυπάρξεως. ΔΙΕΥΚΡΙΝΙΣΕΙΣ ΤΟΥ ΤΙΤΟ ΒΕΛΙΓΡΑΔΙΟΝ, 5 (Ἀσ. Πρ.). — Τὸ πρωτοσέλιδον τῆς «Μπόρμπα», ἐπισήμου ὀργάνου τοῦ γιουγκοσλαβικοῦ κόμματος, τονίζει ὅτι ὁ στρατάρχης Τίτο δὲν προέβη εἰς οὐδεμίαν ὑποχώρησιν κατὰ τὰς συνομιλίας του μὲ τὸν κ. Κρούστσεφ εἰς τὴν Ρουμανίαν. Αἱ ἐπαφαὶ ἐπέτρεψαν τὴν ἐξέτασιν τῶν σχέσεων τῶν δύο χωρῶν ἐπὶ βάσει ἰσότητος. Εἰς γιουγκοσλαβικοὺς κύκλους ἐκφράζεται ἱκανοποίησις διὰ τὰ ἀποτελέσματα τῶν συνομιλιῶν, αἱ ὁποῖαι ἐπιβεβαιοῦν τὴν ἀνεξάρτητον πορείαν τῆς χώρας. Τὸ ἄρθρον προσθέτει ὅτι ἡ Γιουγκοσλαβία θὰ συνεχίσῃ τὴν πολιτικὴν τῆς ἐνεργοῦ συνυπάρξεως. ΒΕΛΙΓΡΑΔΙΟΝ, 5 (Ἀσ. Πρ.). — Τὸ πρωτοσέλιδον τῆς «Μπόρμπα», ἐπισήμου ὀργάνου τοῦ γιουγκοσλαβικοῦ κόμματος, τονίζει ὅτι ὁ στρατάρχης Τίτο δὲν προέβη εἰς οὐδεμίαν ὑποχώρησιν κατὰ τὰς συνομιλίας του μὲ τὸν κ. Κρούστσεφ εἰς τὴν Ρουμανίαν. Αἱ ἐπαφαὶ ἐπέτρεψαν τὴν ἐξέτασιν τῶν σχέσεων τῶν δύο χωρῶν ἐπὶ βάσει ἰσότητος. Εἰς γιουγκοσλαβικοὺς κύκλους ἐκφράζεται ἱκανοποίησις διὰ τὰ ἀποτελέσματα τῶν συνομιλιῶν, αἱ ὁποῖαι ἐπιβεβαιοῦν τὴν ἀνεξάρτητον πορείαν τῆς χώρας. Τὸ ἄρθρον προσθέτει ὅτι ἡ Γιουγκοσλαβία θὰ συνεχίσῃ τὴν πολιτικὴν τῆς ἐνεργοῦ συνυπάρξεως. ΔΕΝ ΥΠΕΧΩΡΗΣΕΝ Ο ΤΙΤΟ ΒΕΛΙΓΡΑΔΙΟΝ, 5 (Ἀσ. Πρ.). — Τὸ πρωτοσέλιδον τῆς «Μπόρμπα», ἐπισήμου ὀργάνου τοῦ γιουγκοσλαβικοῦ κόμματος, τονίζει ὅτι ὁ στρατάρχης Τίτο δὲν προέβη εἰς οὐδεμίαν ὑποχώρησιν κατὰ τὰς συνομιλίας του μὲ τὸν κ. Κρούστσεφ εἰς τὴν Ρουμανίαν. Αἱ ἐπαφαὶ ἐπέτρεψαν τὴν ἐξέτασιν τῶν σχέσεων τῶν δύο χωρῶν ἐπὶ βάσει ἰσότητος. Εἰς γιουγκοσλαβικοὺς κύκλους ἐκφράζεται ἱκανοποίησις διὰ τὰ ἀποτελέσματα τῶν συνομιλιῶν, αἱ ὁποῖαι ἐπιβεβαιοῦν τὴν ἀνεξάρτητον πορείαν τῆς χώρας. Τὸ ἄρθρον προσθέτει ὅτι ἡ Γιουγκοσλαβία θὰ συνεχίσῃ τὴν πολιτικὴν τῆς ἐνεργοῦ συνυπάρξεως. ΑΙΡΟΝΤΑΙ ΤΑ ΕΜΠΟΔΙΑ ΒΕΛΙΓΡΑΔΙΟΝ, 5 (Ἀσ. Πρ.). — Τὸ πρωτοσέλιδον τῆς «Μπόρμπα», ἐπισήμου ὀργάνου τοῦ γιουγκοσλαβικοῦ κόμματος, τονίζει ὅτι ὁ στρατάρχης Τίτο δὲν προέβη εἰς οὐδεμίαν ὑποχώρησιν κατὰ τὰς συνομιλίας του μὲ τὸν κ. Κρούστσεφ εἰς τὴν Ρουμανίαν. Αἱ ἐπαφαὶ ἐπέτρεψαν τὴν ἐξέτασιν τῶν σχέσεων τῶν δύο χωρῶν ἐπὶ βάσει ἰσότητος. Εἰς γιουγκοσλαβικοὺς κύκλους ἐκφράζεται ἱκανοποίησις διὰ τὰ ἀποτελέσματα τῶν συνομιλιῶν, αἱ ὁποῖαι ἐπιβεβαιοῦν τὴν ἀνεξάρτητον πορείαν τῆς χώρας. Τὸ ἄρθρον προσθέτει ὅτι ἡ Γιουγκοσλαβία θὰ συνεχίσῃ τὴν πολιτικὴν τῆς ἐνεργοῦ συνυπάρξεως.: [613, 99, 1190, 534]
headline: ΔΗΜΕΥΕΤΑΙ ΟΛΗ Η ΠΕΡΙΟΥΣΙΑ ΤΟΥ ΒΕΗ ΤΗΣ ΤΥΝΙΔΟΣ: [429, 406, 601, 448]
lottery-number: 28059: [1445, 944, 1476, 956]
article-bey-tunis: [427, 407, 603, 497]
column-left: [6, 6, 418, 2318]
lottery-row: [1200, 900, 1570, 911]
article-priest-china: [427, 1172, 603, 1545]
article-americans-tito: [427, 10, 603, 253]
article-asian-flu: [427, 1070, 603, 1159]
lottery-number: 7713: [1543, 998, 1568, 1010]
lottery-number: 35604: [1260, 955, 1290, 966]
lottery-number: 11074: [1538, 1009, 1568, 1021]
article-body: ΑΘΗΝΑΙ, 5. — Ὁ Πρόεδρος τῆς Τουρκικῆς Δημοκρατίας κ. Τσελὰλ Μπαγιὰρ ἀπέστειλε μήνυμα πρὸς τὸν Βασιλέα ἀπαντῶν εἰς προηγούμενον μήνυμα. Εἰς τὸ μήνυμα ἀναγνωρίζεται ἡ ἀνάγκη ἀποκαταστάσεως τῆς συνεργασίας, χωρὶς ὅμως νὰ γίνεται λόγος περὶ οἱασδήποτε παραχωρήσεως ἐπὶ τοῦ Κυπριακοῦ. ΑΘΗΝΑΙ, 5. — Ὁ Πρόεδρος τῆς Τουρκικῆς Δημοκρατίας κ. Τσελὰλ Μπαγιὰρ ἀπέστειλε μήνυμα πρὸς τὸν Βασιλέα ἀπαντῶν εἰς προηγούμενον μήνυμα. Εἰς τὸ μήνυμα ἀναγνωρίζεται ἡ ἀνάγκη ἀποκαταστάσεως τῆς συνεργασίας, χωρὶς ὅμως νὰ γίνεται λόγος περὶ οἱασδήποτε παραχωρήσεως ἐπὶ τοῦ Κυπριακοῦ. ΑΘΗΝΑΙ, 5. — Ὁ Πρόεδρος τῆς Τουρκικῆς Δημοκρατίας κ. Τσελὰλ Μπαγιὰρ ἀπέστειλε μήνυμα πρὸς τὸν Βασιλέα ἀπαντῶν εἰς προηγούμενον μήνυμα. Εἰς τὸ μήνυμα ἀναγνωρίζεται ἡ ἀνάγκη ἀποκαταστάσεως τῆς συνεργασίας, χωρὶς ὅμως νὰ γίνεται λόγος περὶ οἱασδήποτε παραχωρήσεως ἐπὶ τοῦ Κυπριακοῦ.: [1200, 113, 1570, 288]
lottery-number: 7580: [1358, 900, 1383, 912]
lottery-number: 3146: [1358, 987, 1383, 999]
lottery-number: 9316: [1358, 1009, 1383, 1021]
lottery-number: 1129: [1543, 976, 1568, 988]
article-body: ΚΑΪΡΟΝ, 5 (Ἀσ. Πρ.). — Ὁ αἰγυπτιακὸς ὑπουργὸς Ὑγείας ἀνεκοίνωσεν ὅτι 10.000 περίπου κρούσματα ἀσιατικῆς γρίππης ἐσημειώθησαν εἰς τὴν χώραν.: [427, 1100, 603, 1159]
lottery-number: 16624: [1260, 922, 1290, 934]
section-heading: ΚΑΙ ΑΛΛΗ ΔΙΚΗ: [1048, 1352, 1146, 1363]
lottery-number: 17317: [1445, 922, 1476, 934]
article-body: ΜΟΣΧΑ, 5 (Ρόυτερ). — Πολλοὶ πρεσβευταὶ δυτικῶν χωρῶν δὲν θὰ παραστοῦν εἰς τὴν δεξίωσιν ἡ ὁποία θὰ δοθῇ εἰς τὸ Κρεμλῖνον ἐπ' εὐκαιρίᾳ τοῦ φεστιβὰλ τῆς νεολαίας. ΜΟΣΧΑ, 5 (Ρόυτερ). — Πολλοὶ πρεσβευταὶ δυτικῶν χωρῶν δὲν θὰ παραστοῦν εἰς τὴν δεξίωσιν ἡ ὁποία θὰ δοθῇ εἰς τὸ Κρεμλῖνον ἐπ' εὐκαιρίᾳ τοῦ φεστιβὰλ τῆς νεολαίας.: [6, 1091, 418, 1149]
lottery-number: 15911: [1352, 1030, 1383, 1042]
article-body: ΤΟΚΙΟ, 5 (Ἀσ. Πρ.). — Ἡ σοβιετικὴ κυβέρνησις ἀνεκοίνωσεν ὅτι θὰ συλλαμβάνῃ τὰ ἰαπωνικὰ ἁλιευτικὰ τὰ ὁποῖα θὰ εἰσέρχωνται εἰς τὰ χωρικὰ ὕδατα τῆς Σοβιετικῆς Ἑνώσεως. ΤΟΚΙΟ, 5 (Ἀσ. Πρ.). — Ἡ σοβιετικὴ κυβέρνησις ἀνεκοίνωσεν ὅτι θὰ συλλαμβάνῃ τὰ ἰαπωνικὰ ἁλιευτικὰ τὰ ὁποῖα θὰ εἰσέρχωνται εἰς τὰ χωρικὰ ὕδατα τῆς Σοβιετικῆς Ἑνώσεως.: [1200, 1128, 1570, 1198]
article-pakistan-pm: [427, 815, 603, 966]
lottery-number: 4089: [1543, 987, 1568, 999]
headline: Η ΣΟΒ. ΡΩΣΣΙΑ ΘΑ ΣΥΛΛΑΜΒΑΝΗ ΤΑ ΙΑΠΩΝΙΚΑ ΤΑ ΑΛΙΕΥΟΝΤΑ ΕΝΤΟΣ ΧΩΡΙΚΩΝ ΥΔΑΤΩΝ ΤΗΣ: [1209, 1076, 1561, 1126]
article-polio: [427, 267, 603, 393]
lottery-number: 12182: [1260, 1020, 1290, 1031]
lottery-number: 39262: [1538, 965, 1568, 977]
article-body: ΛΕΥΚΩΣΙΑ, 5 (Ρόυτερ). — Ἀνδρες, γυναῖκες καὶ παιδιὰ διεδήλωσαν σήμερον εἰς διαφόρους πόλεις καὶ χωρία τῆς Κύπρου ζητοῦντες τὴν ἀπελευθέρωσιν τῶν κρατουμένων καὶ τὴν ἐπάνοδον τοῦ Ἀρχιεπισκόπου Μακαρίου. Αἱ διαδηλώσεις ἐπραγματοποιήθησαν μὲ τάξιν, αἱ δὲ ἀρχαὶ παρηκολούθουν τὰς ἐκδηλώσεις. Εἰς πολλὰς περιπτώσεις οἱ διαδηλωταὶ ἔφερον ἑλληνικὰς σημαίας καὶ πλακάτ. ΕΛΑΒΟΝ ΕΚΤΑΣΙΝ ΛΕΥΚΩΣΙΑ, 5 (Ρόυτερ). — Ἀνδρες, γυναῖκες καὶ παιδιὰ διεδήλωσαν σήμερον εἰς διαφόρους πόλεις καὶ χωρία τῆς Κύπρου ζητοῦντες τὴν ἀπελευθέρωσιν τῶν κρατουμένων καὶ τὴν ἐπάνοδον τοῦ Ἀρχιεπισκόπου Μακαρίου. Αἱ διαδηλώσεις ἐπραγματοποιήθησαν μὲ τάξιν, αἱ δὲ ἀρχαὶ παρηκολούθουν τὰς ἐκδηλώσεις. Εἰς πολλὰς περιπτώσεις οἱ διαδηλωταὶ ἔφερον ἑλληνικὰς σημαίας καὶ πλακάτ. ΑΠΕΛΥΘΗΣΑΝ ΠΟΛΛΟΙ ΚΡΑΤΟΥΜΕΝΟΙ ΛΕΥΚΩΣΙΑ, 5 (Ρόυτερ). — Ἀνδρες, γυναῖκες καὶ παιδιὰ διεδήλωσαν σήμερον εἰς διαφόρους πόλεις καὶ χωρία τῆς Κύπρου ζητοῦντες τὴν ἀπελευθέρωσιν τῶν κρατουμένων καὶ τὴν ἐπάνοδον τοῦ Ἀρχιεπισκόπου Μακαρίου. Αἱ διαδηλώσεις ἐπραγματοποιήθησαν μὲ τάξιν, αἱ δὲ ἀρχαὶ παρηκολούθουν τὰς ἐκδηλώσεις. Εἰς πολλὰς περιπτώσεις οἱ διαδηλωταὶ ἔφερον ἑλληνικὰς σημαίας καὶ πλακάτ. ΑΠΕΡΡΙΦΘΗ ΑΙΤΗΣΙΣ ΧΑΡΙΤΟΣ ΛΕΥΚΩΣΙΑ, 5 (Ρόυτερ). — Ἀνδρες, γυναῖκες καὶ παιδιὰ διεδήλωσαν σήμερον εἰς διαφόρους πόλεις καὶ χωρία τῆς Κύπρου ζητοῦντες τὴν ἀπελευθέρωσιν τῶν κρατουμένων καὶ τὴν ἐπάνοδον τοῦ Ἀρχιεπισκόπου Μακαρίου. Αἱ διαδηλώσεις ἐπραγματοποιήθησαν μὲ τάξιν, αἱ δὲ ἀρχαὶ παρηκολούθουν τὰς ἐκδηλώσεις. Εἰς πολλὰς περιπτώσεις οἱ διαδηλωταὶ ἔφερον ἑλληνικὰς σημαίας καὶ πλακάτ. Η ΘΕΣΙΣ ΤΩΝ ΕΡΓΑΤΙΚΩΝ ΛΕΥΚΩΣΙΑ, 5 (Ρόυτερ). — Ἀνδρες, γυναῖκες καὶ παιδιὰ διεδήλωσαν σήμερον εἰς διαφόρους πόλεις καὶ χωρία τῆς Κύπρου ζητοῦντες τὴν ἀπελευθέρωσιν τῶν κρατουμένων καὶ τὴν ἐπάνοδον τοῦ Ἀρχιεπισκόπου Μακαρίου. Αἱ διαδηλώσεις ἐπραγματοποιήθησαν μὲ τάξιν, αἱ δὲ ἀρχαὶ παρηκολούθουν τὰς ἐκδηλώσεις. Εἰς πολλὰς περιπτώσεις οἱ διαδηλωταὶ ἔφερον ἑλληνικὰς σημαίας καὶ πλακάτ. ΕΙΣ ΤΟΥΣ ΤΟΥΡΚΟΥΣ ΑΓΡΟΤΑΣ ΛΕΥΚΩΣΙΑ, 5 (Ρόυτερ). — Ἀνδρες, γυναῖκες καὶ παιδιὰ διεδήλωσαν σήμερον εἰς διαφόρους πόλεις καὶ χωρία τῆς Κύπρου ζητοῦντες τὴν ἀπελευθέρωσιν τῶν κρατουμένων καὶ τὴν ἐπάνοδον τοῦ Ἀρχιεπισκόπου Μακαρίου. Αἱ διαδηλώσεις ἐπραγματοποιήθησαν μὲ τάξιν, αἱ δὲ ἀρχαὶ παρηκολούθουν τὰς ἐκδηλώσεις. Εἰς πολλὰς περιπτώσεις οἱ διαδηλωταὶ ἔφερον ἑλληνικὰς σημαίας καὶ πλακάτ. ΕΙΣ ΤΟ ΦΕΣΤΙΒΑΛ ΜΟΣΧΑΣ ΛΕΥΚΩΣΙΑ, 5 (Ρόυτερ). — Ἀνδρες, γυναῖκες καὶ παιδιὰ διεδήλωσαν σήμερον εἰς διαφόρους πόλεις καὶ χωρία τῆς Κύπρου ζητοῦντες τὴν ἀπελευθέρωσιν τῶν κρατουμένων καὶ τὴν ἐπάνοδον τοῦ Ἀρχιεπισκόπου Μακαρίου. Αἱ διαδηλώσεις ἐπραγματοποιήθησαν μὲ τάξιν, αἱ δὲ ἀρχαὶ παρηκολούθουν τὰς ἐκδηλώσεις. Εἰς πολλὰς περιπτώσεις οἱ διαδηλωταὶ ἔφερον ἑλληνικὰς σημαίας καὶ πλακάτ. ΚΑΙ ΑΛΛΗ ΔΙΚΗ ΛΕΥΚΩΣΙΑ, 5 (Ρόυτερ). — Ἀνδρες, γυναῖκες καὶ παιδιὰ διεδήλωσαν σήμερον εἰς διαφόρους πόλεις καὶ χωρία τῆς Κύπρου ζητοῦντες τὴν ἀπελευθέρωσιν τῶν κρατουμένων καὶ τὴν ἐπάνοδον τοῦ Ἀρχιεπισκόπου Μακαρίου. Αἱ διαδηλώσεις ἐπραγματοποιήθησαν μὲ τάξιν, αἱ δὲ ἀρχαὶ παρηκολούθουν τὰς ἐκδηλώσεις. Εἰς πολλὰς περιπτώσεις οἱ διαδηλωταὶ ἔφερον ἑλληνικὰς σημαίας καὶ πλακάτ.: [613, 1071, 1190, 1505]
lottery-row: [1200, 976, 1570, 987]
article-cyprus-demonstrations: [613, 962, 1190, 1505]
lottery-number: 18179: [1445, 1041, 1476, 1053]
article-body: ΤΥΝΙΣ, 5 (Ρόυτερ). — Ἐδημεύθη ὁλόκληρος ἡ περιουσία τοῦ τέως βέη τῆς Τυνίδος κατόπιν ἀποφάσεως τῆς κυβερνήσεως.: [427, 450, 603, 498]
lottery-number: 4533: [1266, 998, 1290, 1010]
column-rule: [423, 6, 425, 2318]
column-center: [613, 6, 1190, 2318]
lottery-number: 35767: [1445, 955, 1476, 966]
article-lottery: [1200, 819, 1570, 1063]
section-heading: Ο ΙΣΡΑΗΛΙΝΟΣ ΝΑΥΤΗΣ: [1407, 370, 1553, 382]
headline: ΟΙ ΚΥΠΡΙΟΙ ΠΑΤΡΙΩΤΑΙ ΕΙΣ ΔΙΑΔΗΛΩΣΕΙΣ ΖΗΤΟΥΝ ΑΠΕΛΕΥΘΕΡΩΣΙΝ ΤΩΝ ΚΡΑΤΟΥΜΕΝΩΝ ΚΑΙ ΕΠΑΝΟΔΟΝ ΤΟΥ ΜΑΚΑΡΙΟΥ ΕΙΣ ΚΥΠΡΟΝ: [622, 960, 1181, 1069]
headline: Ο ΤΙΤΟ ΕΙΣ ΟΥΔΕΜΙΑΝ ΠΡΟΕΒΗ ΥΠΟΧΩΡΗΣΙΝ ΚΑΤΑ ΤΑΣ ΣΥΝΟΜΙΛΙΑΣ ΜΕ ΤΟΝ ΚΡΟΥΣΤΣΕΦ ΔΙΑΚΗΡΥΣΣΕΙ ΕΙΣ ΑΡΘΡΟΝ ΤΗΣ Η «ΜΠΟΡΜΠΑ»: [628, 9, 1174, 72]
headline: Η ΑΣΙΑΤΙΚΗ ΓΡΙΠΠΗ ΕΙΣ ΤΗΝ ΑΙΓΥΠΤΟΝ: [433, 1069, 597, 1097]
lottery-row: [1200, 1052, 1570, 1063]
headline: Η ΣΟΒΙΕΤΙΚΗ ΠΡΕΣΒΕΙΑ ΔΙΑΨΕΥΔΕΙ ΤΑ ΓΡΑΦΕΝΤΑ ΠΕΡΙ ΕΚΒΙΑΣΜΩΝ: [13, 339, 411, 381]
headline: ΔΙΗΥΘΕΤΗΘΗ Η ΔΙΑΦΟΡΑ ΣΥΡΙΑΣ — ΙΟΡΔΑΝΙΑΣ: [17, 752, 407, 769]
lottery-number: 19599: [1538, 900, 1568, 912]
headline: ΖΗΤΗΜΑ ΧΡΟΝΟΥ ΘΕΩΡΟΥΝ ΟΙ ΓΙΟΥΓΚΟΣΛΑΒΟΙ ΤΗΝ ΑΝΤΙΚΑΤΑΣΤΑΣΙΝ ΚΑΙ ΤΟΥ ΜΠΟΥΛΓΚΑΝΙΝ: [624, 549, 1178, 592]
lottery-row: [1200, 944, 1570, 955]
lottery-number: 21440: [1445, 1052, 1476, 1064]
lottery-number: 27489: [1260, 944, 1290, 956]
article-body: ΧΑΪΔΕΛΒΕΡΓΗ, 5 (Ἀσ. Πρ.). — Ἀνεκοινώθη ὅτι παρατηρεῖται αὔξησις τῶν κρουσμάτων πολιομυελίτιδος μεταξὺ τῶν ἀνδρῶν τοῦ ἀμερικανικοῦ στρατοῦ ἐν Γερμανίᾳ.: [427, 324, 603, 393]
lottery-number: 10981: [1538, 911, 1568, 923]
article-suez-company: [1200, 303, 1570, 479]
